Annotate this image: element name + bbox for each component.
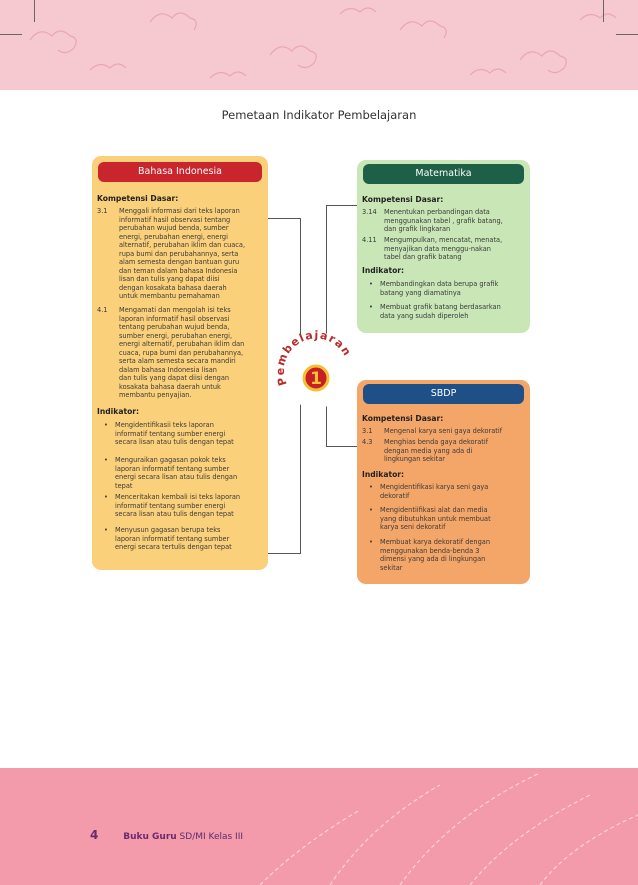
kd-item — [97, 306, 267, 402]
kd-item — [362, 208, 528, 234]
indikator-label: Indikator: — [362, 266, 405, 275]
kd-item — [362, 427, 528, 436]
kd-number: 4.1 — [97, 306, 108, 314]
badge-word: Pembelajaran — [273, 328, 355, 388]
indikator-label: Indikator: — [362, 470, 405, 479]
kd-text: Mengamati dan mengolah isi teks laporan informatif hasil observasi tentang perubahan wujud benda, sumber energi, perubahan energi, energi alternatif, perubahan iklim dan cuaca, rupa bumi dan perubahannya, serta alam semesta secara mandiri dalam bahasa Indonesia lisan dan tulis yang dapat diisi dengan kosakata bahasa daerah untuk membantu penyajian. — [119, 306, 245, 399]
matematika-panel — [357, 160, 530, 333]
page-number: 4 — [90, 828, 99, 842]
kd-text: Mengenal karya seni gaya dekoratif — [384, 427, 503, 435]
connector-line — [268, 218, 300, 219]
kd-number: 3.14 — [362, 208, 377, 216]
kd-number: 3.1 — [97, 207, 108, 215]
top-decorative-band — [0, 0, 638, 90]
indikator-item: • Menyusun gagasan berupa teks laporan informatif tentang sumber energi secara tertulis dengan tepat — [104, 526, 232, 551]
kd-label: Kompetensi Dasar: — [362, 414, 444, 423]
kd-label: Kompetensi Dasar: — [362, 195, 444, 204]
cloud-pattern — [0, 0, 638, 90]
crop-mark — [603, 0, 604, 22]
badge-graphic — [270, 320, 362, 412]
connector-line — [326, 205, 357, 206]
kd-label: Kompetensi Dasar: — [97, 194, 179, 203]
connector-line — [326, 446, 357, 447]
sbdp-panel — [357, 380, 530, 584]
kd-item — [362, 438, 528, 464]
sbdp-header: SBDP — [363, 384, 524, 404]
crop-mark — [616, 34, 638, 35]
indikator-item: • Menguraikan gagasan pokok teks laporan informatif tentang sumber energi secara lisan atau tulis dengan tepat — [104, 456, 238, 490]
kd-text: Menentukan perbandingan data menggunakan tabel , grafik batang, dan grafik lingkaran — [384, 208, 503, 233]
footer — [90, 828, 243, 842]
kd-item — [362, 236, 528, 262]
indikator-item: • Mengidentifikasi karya seni gaya dekoratif — [369, 483, 489, 500]
book-title: Buku Guru — [123, 832, 177, 842]
bahasa-indonesia-panel — [92, 156, 268, 570]
kd-number: 4.3 — [362, 438, 373, 446]
connector-line — [326, 205, 327, 335]
indikator-item: • Mengidentiifikasi alat dan media yang dibutuhkan untuk membuat karya seni dekoratif — [369, 506, 491, 531]
indikator-item: • Membandingkan data berupa grafik batang yang diamatinya — [369, 280, 499, 297]
kd-text: Mengumpulkan, mencatat, menata, menyajikan data menggu-nakan tabel dan grafik batang — [384, 236, 503, 261]
badge-number: 1 — [310, 369, 322, 389]
indikator-item: • Membuat grafik batang berdasarkan data yang sudah diperoleh — [369, 303, 501, 320]
indikator-label: Indikator: — [97, 407, 140, 416]
indikator-item: • Membuat karya dekoratif dengan menggunakan benda-benda 3 dimensi yang ada di lingkungan sekitar — [369, 538, 491, 572]
kd-item — [97, 207, 267, 303]
pembelajaran-badge — [270, 320, 362, 412]
kd-number: 3.1 — [362, 427, 373, 435]
page-title: Pemetaan Indikator Pembelajaran — [221, 108, 417, 122]
kd-number: 4.11 — [362, 236, 377, 244]
crop-mark — [0, 34, 22, 35]
bahasa-indonesia-header: Bahasa Indonesia — [98, 162, 262, 182]
kd-text: Menggali informasi dari teks laporan informatif hasil observasi tentang perubahan wujud benda, sumber energi, perubahan energi, energi alternatif, perubahan iklim dan cuaca, rupa bumi dan perubahannya, serta alam semesta dengan bantuan guru dan teman dalam bahasa Indonesia lisan dan tulis yang dapat diisi dengan kosakata bahasa daerah untuk membantu pemahaman — [119, 207, 246, 300]
book-subtitle: SD/MI Kelas III — [179, 832, 244, 842]
indikator-item: • Menceritakan kembali isi teks laporan informatif tentang sumber energi secara lisan atau tulis dengan tepat — [104, 493, 241, 518]
matematika-header: Matematika — [363, 164, 524, 184]
dashed-curves-pattern — [0, 768, 638, 885]
bottom-decorative-band — [0, 768, 638, 885]
kd-text: Menghias benda gaya dekoratif dengan media yang ada di lingkungan sekitar — [384, 438, 489, 463]
crop-mark — [34, 0, 35, 22]
connector-line — [268, 553, 300, 554]
indikator-item: • Mengidentifikasii teks laporan informatif tentang sumber energi secara lisan atau tulis dengan tepat — [104, 421, 234, 446]
